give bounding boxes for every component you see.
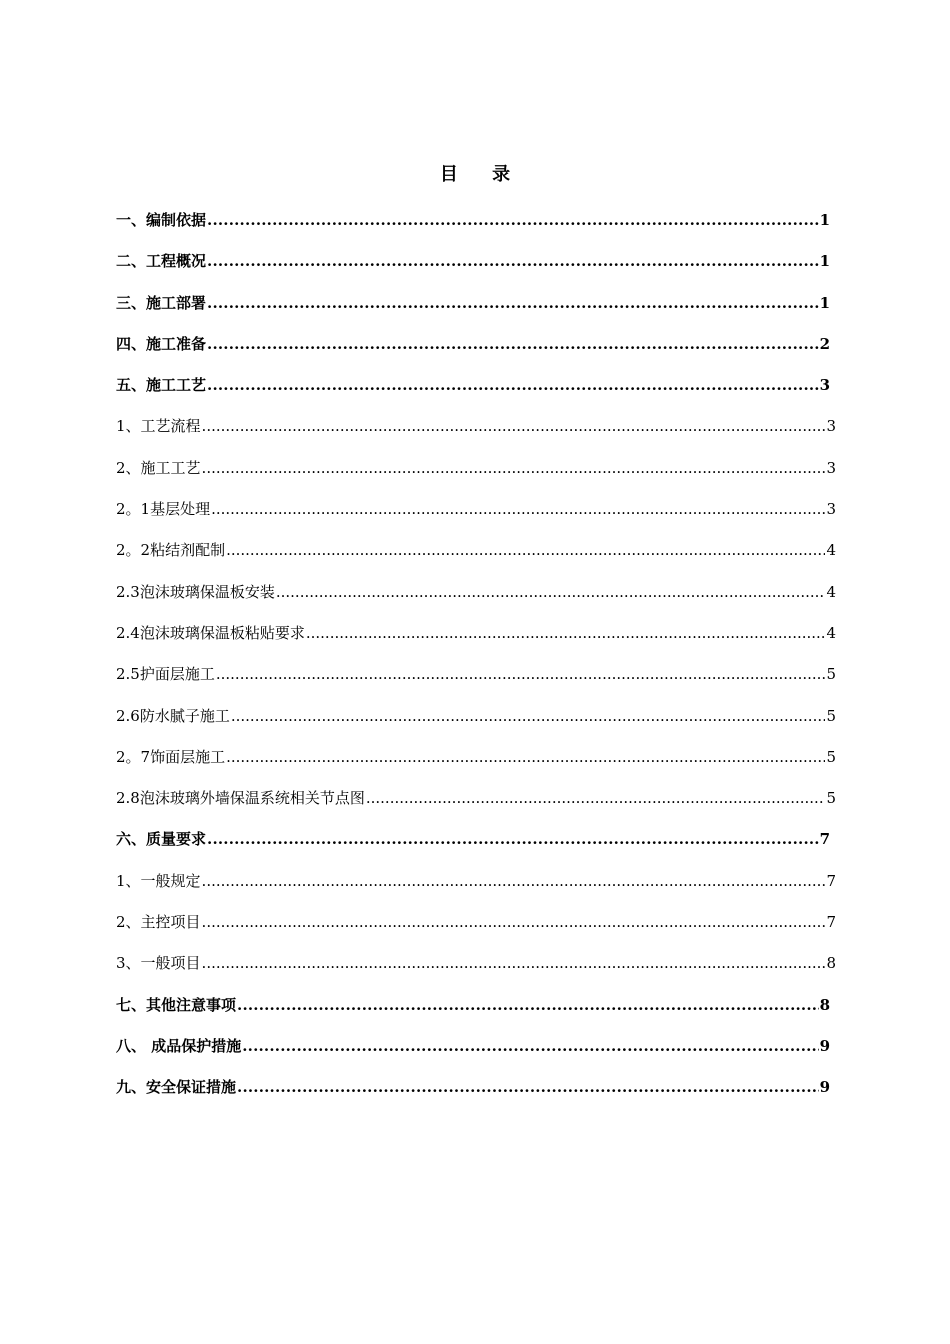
toc-entry[interactable]: [116, 372, 830, 413]
toc-dot-leader: [226, 744, 825, 770]
toc-entry-label: 2.5护面层施工: [116, 665, 215, 684]
toc-dot-leader: [207, 290, 819, 316]
toc-entry-label: 2。1基层处理: [116, 500, 211, 519]
toc-entry-page: 5: [826, 789, 836, 808]
toc-entry-label: 七、其他注意事项: [116, 995, 237, 1014]
toc-entry[interactable]: [116, 744, 836, 785]
toc-entry[interactable]: [116, 909, 836, 950]
toc-entry[interactable]: [116, 992, 830, 1033]
toc-dot-leader: [207, 331, 819, 357]
toc-entry-page: 3: [826, 500, 836, 519]
toc-entry[interactable]: [116, 331, 830, 372]
toc-entry-page: 3: [819, 376, 830, 395]
toc-entry[interactable]: [116, 537, 836, 578]
toc-dot-leader: [202, 413, 826, 439]
toc-entry-page: 3: [826, 458, 836, 477]
toc-entry-page: 9: [819, 1078, 830, 1097]
toc-entry-page: 8: [826, 954, 836, 973]
toc-entry-label: 八、 成品保护措施: [116, 1036, 242, 1055]
toc-entry-page: 5: [826, 706, 836, 725]
toc-dot-leader: [207, 826, 819, 852]
table-of-contents: [116, 207, 836, 1116]
toc-entry[interactable]: [116, 1074, 830, 1115]
toc-dot-leader: [202, 868, 826, 894]
toc-title: 目 录: [439, 164, 525, 185]
toc-entry[interactable]: [116, 413, 836, 454]
toc-dot-leader: [242, 1033, 818, 1059]
toc-entry-label: 四、施工准备: [116, 334, 207, 353]
toc-entry[interactable]: [116, 496, 836, 537]
toc-entry-page: 1: [819, 252, 830, 271]
toc-entry-label: 2、主控项目: [116, 913, 201, 932]
toc-dot-leader: [226, 537, 825, 563]
toc-entry[interactable]: [116, 868, 836, 909]
toc-entry-page: 4: [826, 541, 836, 560]
toc-entry-page: 4: [826, 623, 836, 642]
toc-entry-label: 1、一般规定: [116, 871, 201, 890]
toc-entry[interactable]: [116, 620, 836, 661]
toc-dot-leader: [276, 579, 826, 605]
toc-dot-leader: [202, 909, 826, 935]
toc-entry[interactable]: [116, 703, 836, 744]
toc-entry[interactable]: [116, 661, 836, 702]
toc-entry-page: 9: [819, 1036, 830, 1055]
toc-entry-label: 五、施工工艺: [116, 376, 207, 395]
toc-entry[interactable]: [116, 950, 836, 991]
toc-entry[interactable]: [116, 826, 830, 867]
toc-entry-label: 一、编制依据: [116, 211, 207, 229]
toc-entry[interactable]: [116, 248, 830, 289]
toc-entry-label: 2。2粘结剂配制: [116, 541, 226, 560]
toc-entry-page: 7: [826, 871, 836, 890]
toc-entry-page: 8: [819, 995, 830, 1014]
toc-entry[interactable]: [116, 290, 830, 331]
toc-entry[interactable]: [116, 455, 836, 496]
toc-entry-label: 九、安全保证措施: [116, 1078, 237, 1097]
toc-entry-label: 三、施工部署: [116, 293, 207, 312]
toc-entry-page: 7: [819, 830, 830, 849]
toc-entry-label: 二、工程概况: [116, 252, 207, 271]
toc-dot-leader: [237, 992, 819, 1018]
toc-dot-leader: [207, 372, 819, 398]
toc-dot-leader: [306, 620, 826, 646]
toc-dot-leader: [231, 703, 826, 729]
toc-entry-label: 2。7饰面层施工: [116, 747, 226, 766]
toc-entry[interactable]: [116, 579, 836, 620]
toc-entry-label: 2.8泡沫玻璃外墙保温系统相关节点图: [116, 789, 365, 808]
toc-dot-leader: [207, 207, 819, 233]
toc-entry-label: 六、质量要求: [116, 830, 207, 849]
toc-entry-page: 7: [826, 913, 836, 932]
toc-entry-label: 1、工艺流程: [116, 417, 201, 436]
toc-entry-label: 2、施工工艺: [116, 458, 201, 477]
toc-entry-page: 4: [826, 582, 836, 601]
toc-entry-page: 5: [826, 665, 836, 684]
toc-entry-page: 3: [826, 417, 836, 436]
toc-dot-leader: [202, 455, 826, 481]
toc-entry-page: 2: [819, 334, 830, 353]
toc-entry-label: 2.6防水腻子施工: [116, 706, 230, 725]
toc-entry-page: 1: [819, 211, 830, 229]
toc-entry-page: 1: [819, 293, 830, 312]
toc-dot-leader: [202, 950, 826, 976]
toc-dot-leader: [366, 785, 826, 811]
toc-entry-label: 3、一般项目: [116, 954, 201, 973]
toc-entry[interactable]: [116, 207, 830, 248]
toc-dot-leader: [216, 661, 826, 687]
toc-entry[interactable]: [116, 1033, 830, 1074]
toc-entry[interactable]: [116, 785, 836, 826]
toc-dot-leader: [211, 496, 825, 522]
toc-dot-leader: [237, 1074, 819, 1100]
toc-entry-label: 2.4泡沫玻璃保温板粘贴要求: [116, 623, 305, 642]
toc-entry-page: 5: [826, 747, 836, 766]
toc-dot-leader: [207, 248, 819, 274]
toc-entry-label: 2.3泡沫玻璃保温板安装: [116, 582, 275, 601]
